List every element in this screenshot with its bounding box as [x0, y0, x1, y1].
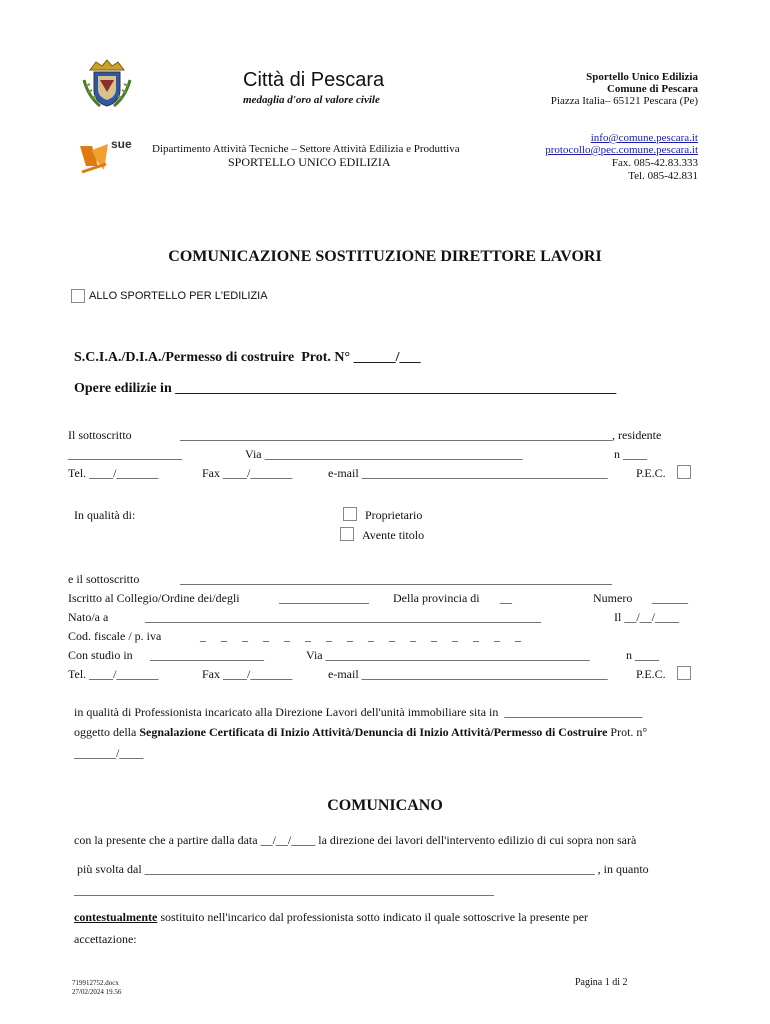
department-line: Dipartimento Attività Tecniche – Settore Attività Edilizia e Produttiva: [152, 143, 460, 155]
tel-number: Tel. 085-42.831: [628, 170, 698, 182]
cod-fiscale-field[interactable]: _ _ _ _ _ _ _ _ _ _ _ _ _ _ _ _: [200, 629, 522, 643]
comunicano-line1: con la presente che a partire dalla data __/__/____ la direzione dei lavori dell'intervento edilizio di cui sopra non sarà: [74, 833, 637, 847]
city-title: Città di Pescara: [243, 69, 385, 91]
provincia-label: Della provincia di: [393, 591, 480, 605]
incarico-line2-post: Prot. n°: [607, 725, 648, 739]
office-name: Sportello Unico Edilizia: [586, 71, 698, 83]
sue-logo-text: sue: [111, 137, 132, 151]
nato-label: Nato/a a: [68, 610, 109, 624]
email-pec-link[interactable]: protocollo@pec.comune.pescara.it: [545, 144, 698, 156]
incarico-line2-pre: oggetto della: [74, 725, 140, 739]
sottoscritto2-label: e il sottoscritto: [68, 572, 140, 586]
comunicano-line4-rest: sostituito nell'incarico dal professionista sotto indicato il quale sottoscrive la presente per: [157, 910, 589, 924]
sue-logo: [78, 138, 134, 174]
tel-field[interactable]: Tel. ____/_______: [68, 466, 159, 480]
office-comune: Comune di Pescara: [606, 83, 698, 95]
footer-date: 27/02/2024 19.56: [72, 988, 122, 996]
nato-field[interactable]: __________________________________________________________________: [145, 610, 541, 624]
sottoscritto-name-field[interactable]: ________________________________________________________________________, residente: [180, 428, 662, 442]
proprietario-checkbox[interactable]: [343, 507, 357, 521]
scia-line: S.C.I.A./D.I.A./Permesso di costruire Prot. N° ______/___: [74, 350, 421, 365]
email-field[interactable]: e-mail _________________________________________: [328, 466, 608, 480]
comunicano-line5: accettazione:: [74, 932, 137, 946]
office-address: Piazza Italia– 65121 Pescara (Pe): [550, 95, 698, 107]
numero-field[interactable]: ______: [652, 591, 688, 605]
studio-via-field[interactable]: Via ____________________________________________: [306, 648, 590, 662]
studio-field[interactable]: ___________________: [150, 648, 264, 662]
avente-titolo-label: Avente titolo: [362, 528, 425, 542]
email-info-link[interactable]: info@comune.pescara.it: [590, 132, 698, 144]
via-field[interactable]: Via ___________________________________________: [245, 447, 523, 461]
incarico-line2-bold: Segnalazione Certificata di Inizio Attività/Denuncia di Inizio Attività/Permesso di Costruire: [139, 725, 608, 739]
fax-number: Fax. 085-42.83.333: [611, 157, 698, 169]
avente-titolo-checkbox[interactable]: [340, 527, 354, 541]
comunicano-heading: COMUNICANO: [327, 797, 443, 814]
document-title: COMUNICAZIONE SOSTITUZIONE DIRETTORE LAVORI: [168, 248, 602, 265]
iscritto-label: Iscritto al Collegio/Ordine dei/degli: [68, 591, 240, 605]
city-subtitle: medaglia d'oro al valore civile: [243, 94, 380, 106]
numero-label: Numero: [593, 591, 633, 605]
fax-field[interactable]: Fax ____/_______: [202, 466, 293, 480]
sottoscritto-label: Il sottoscritto: [68, 428, 132, 442]
incarico-prot-field[interactable]: _______/____: [74, 746, 144, 760]
pec-checkbox[interactable]: [677, 465, 691, 479]
sottoscritto2-name-field[interactable]: ________________________________________________________________________: [180, 572, 612, 586]
pec-label: P.E.C.: [636, 466, 666, 480]
civico-field[interactable]: n ____: [614, 447, 647, 461]
birth-date-field[interactable]: Il __/__/____: [614, 610, 679, 624]
coat-of-arms-logo: [80, 56, 134, 110]
footer-file: 719912752.docx: [72, 979, 119, 987]
tel2-field[interactable]: Tel. ____/_______: [68, 667, 159, 681]
studio-label: Con studio in: [68, 648, 133, 662]
fax2-field[interactable]: Fax ____/_______: [202, 667, 293, 681]
residenza-field[interactable]: ___________________: [68, 447, 182, 461]
allo-sportello-label: ALLO SPORTELLO PER L'EDILIZIA: [89, 290, 268, 302]
iscritto-field[interactable]: _______________: [279, 591, 369, 605]
contestualmente-text: contestualmente: [74, 910, 158, 924]
comunicano-line3[interactable]: ______________________________________________________________________: [74, 883, 494, 897]
incarico-line2: [74, 725, 647, 740]
qualita-label: In qualità di:: [74, 508, 136, 522]
cod-fiscale-label: Cod. fiscale / p. iva: [68, 629, 162, 643]
studio-civico-field[interactable]: n ____: [626, 648, 659, 662]
opere-line: Opere edilizie in _______________________________________________________________: [74, 381, 617, 396]
page-number: Pagina 1 di 2: [575, 977, 628, 988]
comunicano-line2: più svolta dal ___________________________________________________________________________ , in quanto: [77, 862, 649, 876]
email2-field[interactable]: e-mail _________________________________________: [328, 667, 608, 681]
allo-sportello-checkbox[interactable]: [71, 289, 85, 303]
comunicano-line4: [74, 910, 588, 925]
pec2-label: P.E.C.: [636, 667, 666, 681]
incarico-line1: in qualità di Professionista incaricato alla Direzione Lavori dell'unità immobiliare sita in _______________________: [74, 705, 643, 719]
pec2-checkbox[interactable]: [677, 666, 691, 680]
department-sub: SPORTELLO UNICO EDILIZIA: [228, 155, 391, 169]
provincia-field[interactable]: __: [500, 591, 512, 605]
proprietario-label: Proprietario: [365, 508, 423, 522]
